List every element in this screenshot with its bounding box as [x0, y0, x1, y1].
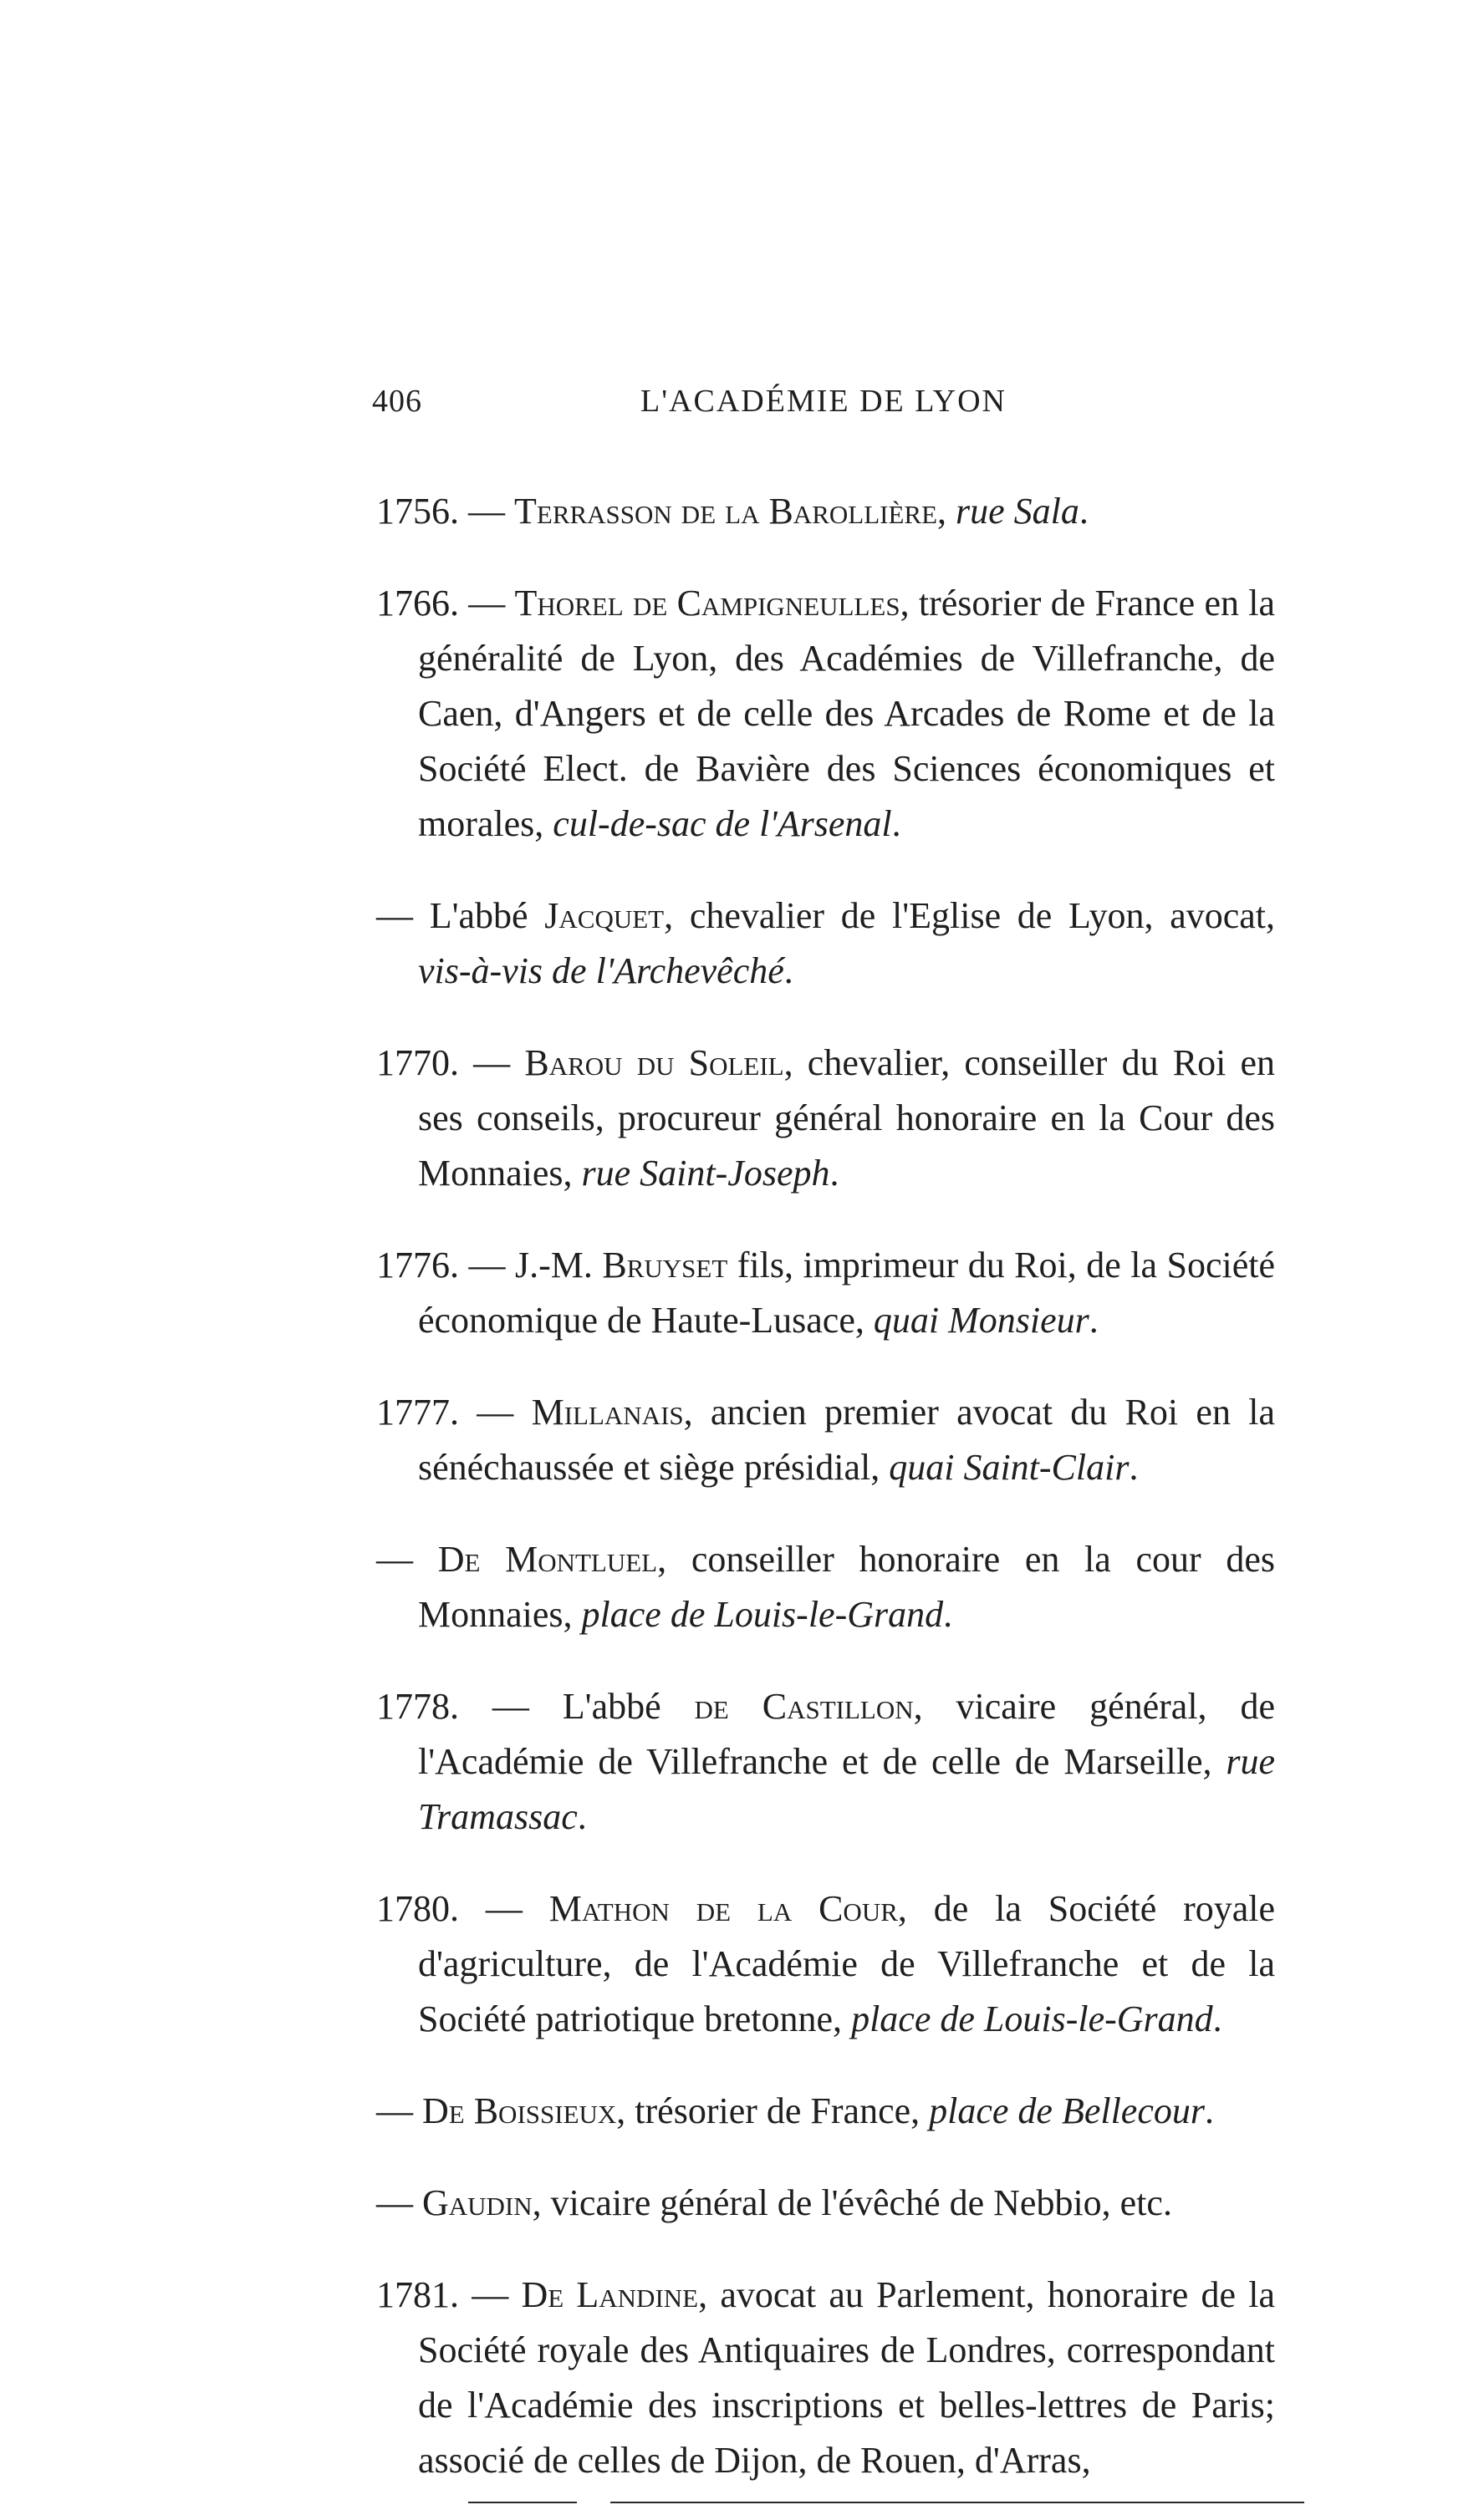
entry-name: Terrasson de la Barollière — [514, 491, 937, 532]
entry-end: . — [577, 1796, 587, 1837]
entry-text: , vicaire général de l'évêché de Nebbio, etc. — [532, 2182, 1172, 2223]
entry-text: , avocat au Parlement, honoraire de la Société royale des Antiquaires de Londres, correspondant de l'Académie des inscriptions et belles-lettres de Paris; associé de celles de Dijon, de Rouen, d'Arras, — [418, 2274, 1276, 2481]
entry-name: Jacquet — [544, 895, 665, 936]
entry-lead: 1780. — — [376, 1888, 523, 1929]
page-header — [372, 383, 1275, 433]
entry-text: , chevalier de l'Eglise de Lyon, avocat, — [664, 895, 1276, 936]
entry-name: Millanais — [531, 1392, 684, 1433]
entry-end: . — [783, 950, 793, 991]
entry-text: fils, imprimeur du Roi, de la Société économique de Haute-Lusace, — [418, 1245, 1275, 1341]
entry-end: . — [1129, 1447, 1139, 1488]
list-item — [376, 1385, 1275, 1495]
entry-text: , conseiller honoraire en la cour des Monnaies, — [418, 1539, 1275, 1635]
entry-address: rue Tramassac — [418, 1741, 1275, 1837]
entry-text: , vicaire général, de l'Académie de Villefranche et de celle de Marseille, — [418, 1686, 1275, 1782]
entry-lead: 1777. — — [376, 1392, 514, 1433]
list-item — [376, 576, 1275, 852]
entry-address: vis-à-vis de l'Archevêché — [418, 950, 784, 991]
entry-address: place de Louis-le-Grand — [851, 1998, 1213, 2039]
entry-end: . — [829, 1153, 839, 1194]
entry-text: , trésorier de France en la généralité de Lyon, des Académies de Villefranche, de Caen, d'Angers et de celle des Arcades de Rome et de la Société Elect. de Bavière des Sciences économiques et morales, — [418, 583, 1275, 844]
page-number: 406 — [372, 384, 422, 419]
entry-lead: 1776. — J.-M. — [376, 1245, 593, 1285]
bottom-rule — [468, 2502, 577, 2503]
entry-lead: 1778. — L'abbé — [376, 1686, 661, 1727]
entry-lead: 1756. — — [376, 491, 505, 532]
entry-lead: 1766. — — [376, 583, 506, 624]
entry-lead: — — [376, 2090, 413, 2131]
list-item — [376, 1532, 1275, 1642]
entry-lead: 1781. — — [376, 2274, 509, 2315]
entry-end: . — [1204, 2090, 1214, 2131]
entry-text: , ancien premier avocat du Roi en la sénéchaussée et siège présidial, — [418, 1392, 1275, 1488]
entry-end: . — [1089, 1300, 1099, 1341]
entry-end: . — [943, 1594, 953, 1635]
list-item — [376, 1679, 1275, 1845]
entry-name: De Boissieux — [422, 2090, 617, 2131]
entry-name: Mathon de la Cour — [548, 1888, 898, 1929]
list-item — [376, 1238, 1275, 1348]
list-item — [376, 2268, 1275, 2488]
list-item — [376, 2084, 1275, 2139]
entry-end: . — [891, 803, 901, 844]
entry-name: Gaudin — [422, 2182, 533, 2223]
entry-address: rue Saint-Joseph — [581, 1153, 830, 1194]
entry-text: , chevalier, conseiller du Roi en ses conseils, procureur général honoraire en la Cour des Monnaies, — [418, 1042, 1276, 1194]
entry-name: Barou du Soleil — [524, 1042, 784, 1083]
entry-address: place de Bellecour — [929, 2090, 1205, 2131]
running-title: L'ACADÉMIE DE LYON — [640, 384, 1007, 419]
entry-address: quai Saint-Clair — [889, 1447, 1130, 1488]
entry-text: , trésorier de France, — [616, 2090, 920, 2131]
entry-text: , de la Société royale d'agriculture, de l'Académie de Villefranche et de la Société patriotique bretonne, — [418, 1888, 1276, 2039]
entry-lead: — — [376, 1539, 413, 1580]
entry-address: place de Louis-le-Grand — [581, 1594, 944, 1635]
entry-name: De Montluel — [437, 1539, 658, 1580]
entry-name: de Castillon — [694, 1686, 914, 1727]
entry-text: , — [937, 491, 946, 532]
entry-lead: — — [376, 2182, 413, 2223]
entry-address: cul-de-sac de l'Arsenal — [553, 803, 892, 844]
entry-address: quai Monsieur — [873, 1300, 1089, 1341]
entry-name: De Landine — [521, 2274, 699, 2315]
entry-lead: — L'abbé — [376, 895, 528, 936]
entry-address: rue Sala — [956, 491, 1079, 532]
entry-name: Thorel de Campigneulles — [514, 583, 900, 624]
list-item — [376, 484, 1275, 539]
entry-lead: 1770. — — [376, 1042, 511, 1083]
list-item — [376, 1036, 1275, 1201]
entry-end: . — [1212, 1998, 1222, 2039]
bottom-rule — [610, 2502, 1304, 2503]
member-list — [376, 447, 1275, 2500]
list-item — [376, 1881, 1275, 2047]
list-item — [376, 2176, 1275, 2231]
list-item — [376, 888, 1275, 999]
entry-name: Bruyset — [602, 1245, 728, 1285]
entry-end: . — [1079, 491, 1089, 532]
